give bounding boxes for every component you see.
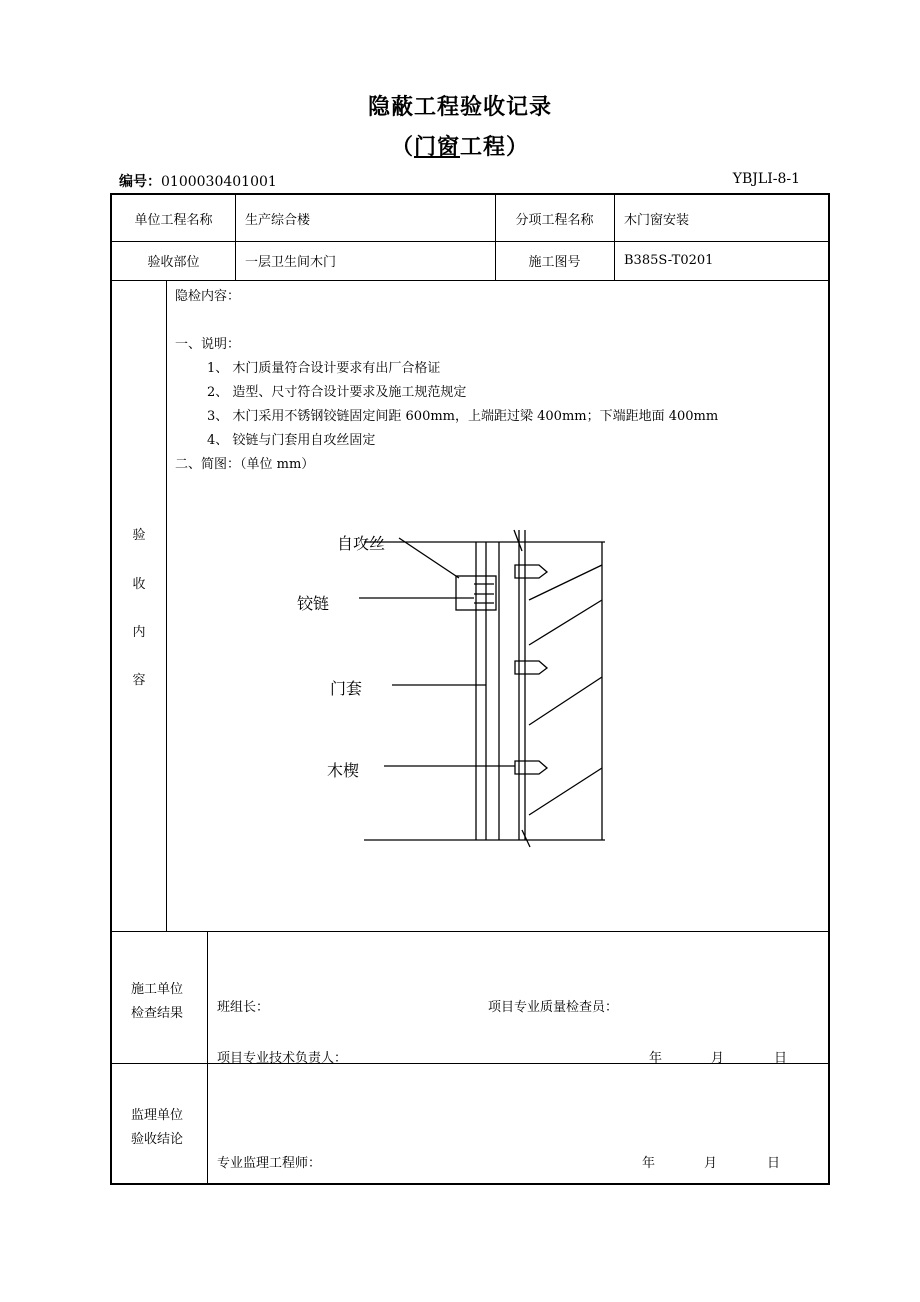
section-label-char: 容 — [132, 673, 146, 688]
inspection-location-label: 验收部位 — [147, 255, 200, 270]
description-heading: 一、说明： — [175, 337, 241, 352]
record-number-value: 0100030401001 — [161, 174, 277, 190]
hidden-inspection-heading: 隐检内容： — [175, 289, 241, 304]
date-month: 月 — [704, 1156, 718, 1171]
form-reference: YBJLⅠ-8-1 — [732, 171, 800, 187]
inspection-location-value: 一层卫生间木门 — [245, 255, 337, 270]
section-label-char: 验 — [132, 528, 146, 543]
date-day: 日 — [767, 1156, 781, 1171]
col-divider — [207, 931, 208, 1183]
section-label-char: 内 — [132, 625, 146, 640]
subtitle-open: （ — [390, 134, 414, 160]
drawing-number-value: B385S-T0201 — [624, 253, 714, 268]
description-item: 1、 木门质量符合设计要求有出厂合格证 — [207, 361, 441, 376]
technical-leader-label: 项目专业技术负责人： — [217, 1051, 348, 1066]
document-title: 隐蔽工程验收记录 — [367, 94, 552, 120]
subtitle-underlined: 门窗 — [413, 134, 460, 160]
description-item: 4、 铰链与门套用自攻丝固定 — [207, 433, 376, 448]
diagram-label-wedge: 木楔 — [327, 761, 360, 780]
date-year: 年 — [642, 1156, 656, 1171]
date-day: 日 — [774, 1051, 788, 1066]
sub-project-label: 分项工程名称 — [515, 212, 594, 228]
date-year: 年 — [649, 1051, 663, 1066]
sketch-heading: 二、简图：（单位 mm） — [175, 457, 315, 472]
date-month: 月 — [711, 1051, 725, 1066]
diagram-label-frame: 门套 — [330, 679, 363, 698]
supervision-unit-label-line2: 验收结论 — [131, 1132, 184, 1147]
construction-unit-label-line1: 施工单位 — [131, 982, 184, 997]
document-subtitle — [0, 130, 920, 161]
description-item: 3、 木门采用不锈钢铰链固定间距 600mm，上端距过梁 400mm；下端距地面 400mm — [207, 409, 719, 424]
record-number-label: 编号： — [119, 174, 161, 190]
record-table — [110, 193, 830, 1185]
construction-unit-label-line2: 检查结果 — [131, 1006, 184, 1021]
unit-project-value: 生产综合楼 — [245, 212, 311, 228]
team-leader-label: 班组长： — [217, 1000, 270, 1015]
supervision-unit-label-line1: 监理单位 — [131, 1108, 184, 1123]
record-number — [119, 171, 277, 191]
quality-inspector-label: 项目专业质量检查员： — [488, 1000, 619, 1015]
description-item: 2、 造型、尺寸符合设计要求及施工规范规定 — [207, 385, 467, 400]
unit-project-label: 单位工程名称 — [134, 212, 213, 228]
sub-project-value: 木门窗安装 — [624, 212, 690, 228]
drawing-number-label: 施工图号 — [528, 255, 581, 270]
row-divider — [112, 931, 828, 932]
door-hinge-diagram — [112, 195, 828, 895]
diagram-label-screw: 自攻丝 — [337, 534, 386, 553]
diagram-label-hinge: 铰链 — [297, 594, 330, 613]
subtitle-rest: 工程） — [460, 134, 530, 160]
section-label-char: 收 — [132, 577, 146, 592]
supervision-engineer-label: 专业监理工程师： — [217, 1156, 322, 1171]
